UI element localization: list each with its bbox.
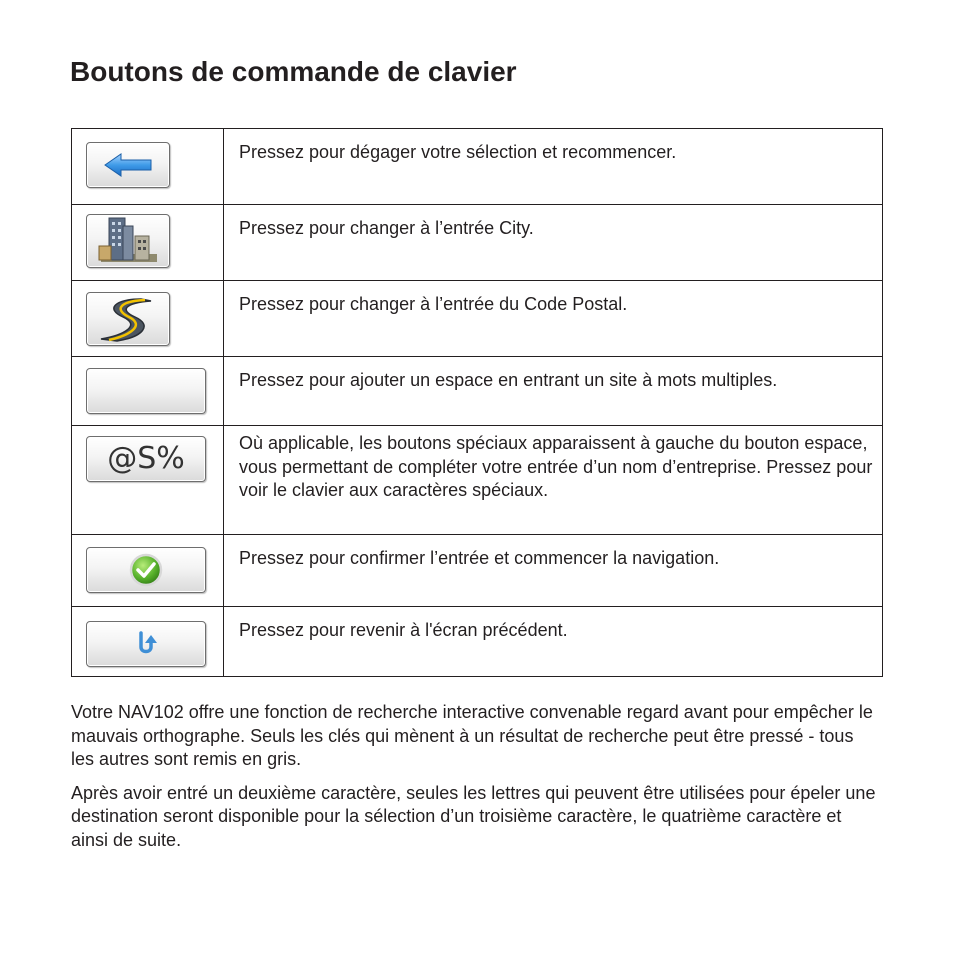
command-description: Pressez pour changer à l’entrée du Code Postal. <box>224 281 883 357</box>
table-row <box>72 281 883 357</box>
space-button[interactable] <box>86 368 206 414</box>
table-row <box>72 129 883 205</box>
postal-code-button[interactable] <box>86 292 170 346</box>
command-description: Pressez pour dégager votre sélection et recommencer. <box>224 129 883 205</box>
back-button[interactable] <box>86 142 170 188</box>
table-row <box>72 205 883 281</box>
paragraph: Après avoir entré un deuxième caractère, seules les lettres qui peuvent être utilisées pour épeler une destination seront disponible pour la sélection d’un troisième caractère, le quatrième caractère et ainsi de suite. <box>71 782 876 850</box>
special-characters-label: @S% <box>107 441 185 476</box>
page-title: Boutons de commande de clavier <box>70 56 517 87</box>
city-button[interactable] <box>86 214 170 268</box>
confirm-button[interactable] <box>86 547 206 593</box>
special-characters-button[interactable] <box>86 436 206 482</box>
table-row <box>72 426 883 535</box>
table-row <box>72 607 883 677</box>
back-arrow-icon <box>103 152 153 178</box>
keyboard-commands-table <box>71 128 883 677</box>
return-button[interactable] <box>86 621 206 667</box>
command-description: Pressez pour revenir à l'écran précédent. <box>224 607 883 677</box>
paragraph: Votre NAV102 offre une fonction de recherche interactive convenable regard avant pour empêcher le mauvais orthographe. Seuls les clés qui mènent à un résultat de recherche peut être pressé - tous les autres sont remis en gris. <box>71 702 873 769</box>
road-postal-code-icon <box>95 295 161 343</box>
return-arrow-icon <box>133 629 159 659</box>
command-description: Pressez pour changer à l’entrée City. <box>224 205 883 281</box>
table-row <box>72 357 883 426</box>
command-description: Pressez pour ajouter un espace en entrant un site à mots multiples. <box>224 357 883 426</box>
table-row <box>72 535 883 607</box>
body-text <box>71 701 881 862</box>
command-description: Pressez pour confirmer l’entrée et commencer la navigation. <box>224 535 883 607</box>
checkmark-icon <box>127 553 165 587</box>
command-description: Où applicable, les boutons spéciaux apparaissent à gauche du bouton espace, vous permettant de compléter votre entrée d’un nom d’entreprise. Pressez pour voir le clavier aux caractères spéciaux. <box>224 426 883 535</box>
city-buildings-icon <box>95 216 161 266</box>
